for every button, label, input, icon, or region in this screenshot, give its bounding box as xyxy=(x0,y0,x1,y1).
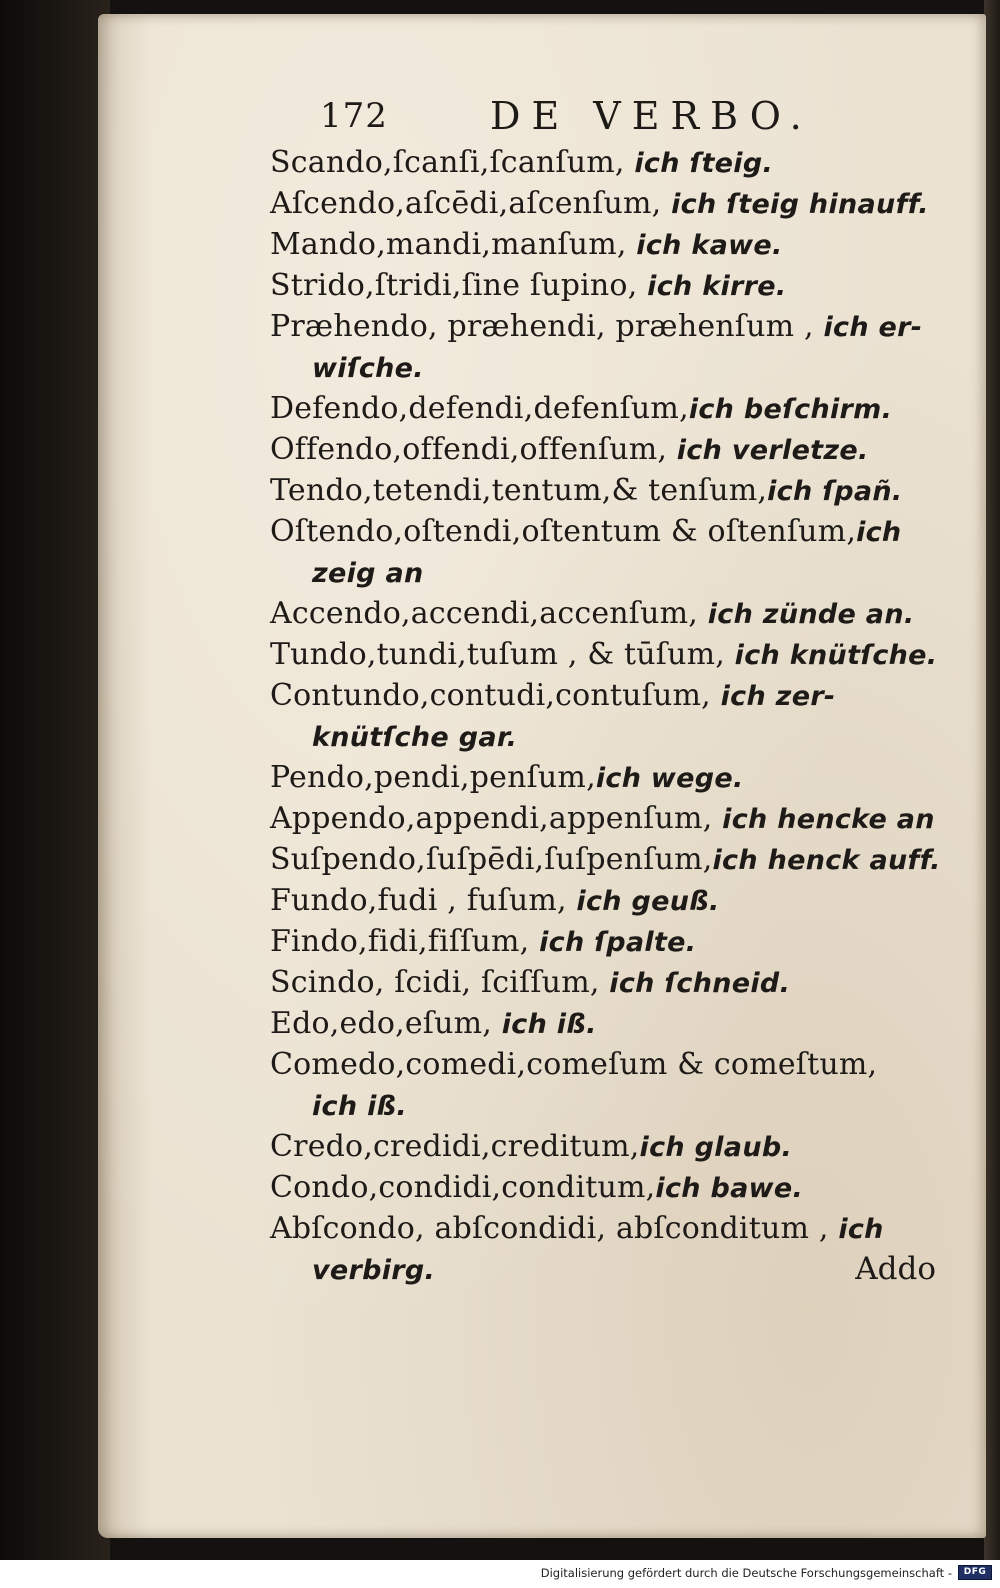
german-gloss: ich xyxy=(856,517,902,548)
latin-verb-forms: Abſcondo, abſcondidi, abſconditum , xyxy=(270,1211,829,1246)
text-line xyxy=(270,1167,960,1208)
running-head xyxy=(320,96,840,146)
german-gloss: ich ſpalte. xyxy=(529,927,697,958)
latin-verb-forms: Scindo, ſcidi, ſciſſum, xyxy=(270,965,600,1000)
german-gloss: ich knütſche. xyxy=(724,640,938,671)
text-line xyxy=(270,1085,960,1126)
german-gloss: knütſche gar. xyxy=(312,722,518,753)
text-line xyxy=(270,921,960,962)
german-gloss: ich glaub. xyxy=(639,1132,793,1163)
scan-background-right xyxy=(984,0,1000,1560)
latin-verb-forms: Findo,fidi,fiſſum, xyxy=(270,924,530,959)
text-line xyxy=(270,142,960,183)
text-line xyxy=(270,388,960,429)
catchword: Addo xyxy=(855,1251,936,1287)
latin-verb-forms: Pendo,pendi,penſum, xyxy=(270,760,596,795)
text-line xyxy=(270,716,960,757)
text-line xyxy=(270,265,960,306)
text-line xyxy=(270,429,960,470)
text-line xyxy=(270,839,960,880)
german-gloss: ich beſchirm. xyxy=(688,394,893,425)
latin-verb-forms: Scando,ſcanſi,ſcanſum, xyxy=(270,145,625,180)
latin-verb-forms: Offendo,offendi,offenſum, xyxy=(270,432,668,467)
text-line xyxy=(270,675,960,716)
text-line xyxy=(270,1044,960,1085)
german-gloss: ich henck auff. xyxy=(712,845,941,876)
text-line xyxy=(270,634,960,675)
text-line xyxy=(270,1126,960,1167)
german-gloss: wiſche. xyxy=(312,353,424,384)
german-gloss: ich hencke an xyxy=(712,804,935,835)
german-gloss: ich wege. xyxy=(595,763,744,794)
latin-verb-forms: Fundo,fudi , fuſum, xyxy=(270,883,567,918)
latin-verb-forms: Aſcendo,aſcēdi,aſcenſum, xyxy=(270,186,662,221)
german-gloss: ich ſchneid. xyxy=(599,968,791,999)
latin-verb-forms: Præhendo, præhendi, præhenſum , xyxy=(270,309,814,344)
latin-verb-forms: Defendo,defendi,defenſum, xyxy=(270,391,689,426)
german-gloss: ich bawe. xyxy=(655,1173,804,1204)
latin-verb-forms: Accendo,accendi,accenſum, xyxy=(270,596,699,631)
text-line xyxy=(270,1249,960,1290)
german-gloss: ich ſteig hinauff. xyxy=(661,189,929,220)
german-gloss: ich ſteig. xyxy=(624,148,774,179)
text-line xyxy=(270,1003,960,1044)
text-line xyxy=(270,470,960,511)
german-gloss: ich zünde an. xyxy=(698,599,915,630)
page-title: DE VERBO. xyxy=(490,94,813,138)
text-line xyxy=(270,593,960,634)
german-gloss: ich zer- xyxy=(710,681,836,712)
text-block xyxy=(270,142,960,1290)
text-line xyxy=(270,183,960,224)
latin-verb-forms: Comedo,comedi,comeſum & comeſtum, xyxy=(270,1047,878,1082)
text-line xyxy=(270,798,960,839)
german-gloss: ich kawe. xyxy=(626,230,783,261)
german-gloss: zeig an xyxy=(312,558,424,589)
scan-background-left xyxy=(0,0,110,1560)
latin-verb-forms: Appendo,appendi,appenſum, xyxy=(270,801,713,836)
text-line xyxy=(270,306,960,347)
latin-verb-forms: Contundo,contudi,contuſum, xyxy=(270,678,711,713)
text-line xyxy=(270,552,960,593)
german-gloss: ich kirre. xyxy=(637,271,787,302)
german-gloss: ich geuß. xyxy=(566,886,720,917)
latin-verb-forms: Oſtendo,oſtendi,oſtentum & oſtenſum, xyxy=(270,514,857,549)
latin-verb-forms: Mando,mandi,manſum, xyxy=(270,227,627,262)
text-line xyxy=(270,880,960,921)
german-gloss: ich er- xyxy=(813,312,923,343)
page-number: 172 xyxy=(320,96,388,136)
german-gloss: ich iß. xyxy=(492,1009,597,1040)
text-line xyxy=(270,1208,960,1249)
text-line xyxy=(270,962,960,1003)
footer-credit: Digitalisierung gefördert durch die Deutsche Forschungsgemeinschaft - xyxy=(540,1566,952,1580)
latin-verb-forms: Tundo,tundi,tuſum , & tūſum, xyxy=(270,637,725,672)
latin-verb-forms: Condo,condidi,conditum, xyxy=(270,1170,656,1205)
text-line xyxy=(270,224,960,265)
latin-verb-forms: Tendo,tetendi,tentum,& tenſum, xyxy=(270,473,768,508)
dfg-logo: DFG xyxy=(958,1565,992,1580)
latin-verb-forms: Credo,credidi,creditum, xyxy=(270,1129,640,1164)
german-gloss: ich xyxy=(828,1214,884,1245)
latin-verb-forms: Suſpendo,ſuſpēdi,ſuſpenſum, xyxy=(270,842,713,877)
latin-verb-forms: Edo,edo,eſum, xyxy=(270,1006,493,1041)
german-gloss: ich ſpañ. xyxy=(767,476,903,507)
german-gloss: verbirg. xyxy=(312,1255,436,1286)
german-gloss: ich iß. xyxy=(312,1091,407,1122)
text-line xyxy=(270,347,960,388)
latin-verb-forms: Strido,ſtridi,ſine ſupino, xyxy=(270,268,638,303)
german-gloss: ich verletze. xyxy=(667,435,869,466)
text-line xyxy=(270,511,960,552)
text-line xyxy=(270,757,960,798)
